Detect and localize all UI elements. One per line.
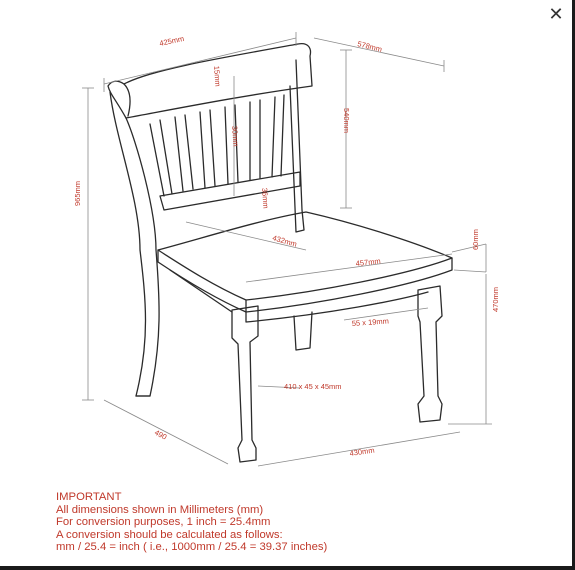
conversion-notes: [56, 491, 327, 554]
dim-apron: 55 x 19mm: [351, 316, 390, 328]
dim-top-depth: 578mm: [356, 39, 383, 54]
chair-outline: [108, 44, 452, 462]
dim-seat-thickness: 60mm: [471, 229, 480, 250]
notes-line: mm / 25.4 = inch ( i.e., 1000mm / 25.4 = 39.37 inches): [56, 541, 328, 554]
notes-line: All dimensions shown in Millimeters (mm): [56, 503, 264, 516]
dim-seat-height: 470mm: [491, 286, 500, 312]
dim-slat-top: 15mm: [212, 65, 223, 87]
dim-depth: 490: [153, 427, 169, 442]
dim-slat-gap: 30mm: [230, 125, 241, 147]
dim-total-height: 965mm: [73, 180, 82, 206]
window-edge-bottom: [0, 566, 575, 570]
dim-back-height: 540mm: [342, 108, 351, 134]
dim-front-width: 430mm: [349, 445, 376, 458]
notes-line: For conversion purposes, 1 inch = 25.4mm: [56, 516, 271, 529]
dim-back-width: 425mm: [158, 33, 185, 48]
dim-seat-width: 457mm: [355, 256, 382, 268]
notes-heading: IMPORTANT: [56, 491, 122, 503]
dim-leg: 410 x 45 x 45mm: [284, 382, 342, 391]
close-icon[interactable]: ✕: [548, 4, 564, 25]
dim-rail: 36mm: [260, 187, 271, 209]
notes-line: A conversion should be calculated as follows:: [56, 528, 283, 541]
dim-seat-depth: 432mm: [271, 233, 298, 249]
